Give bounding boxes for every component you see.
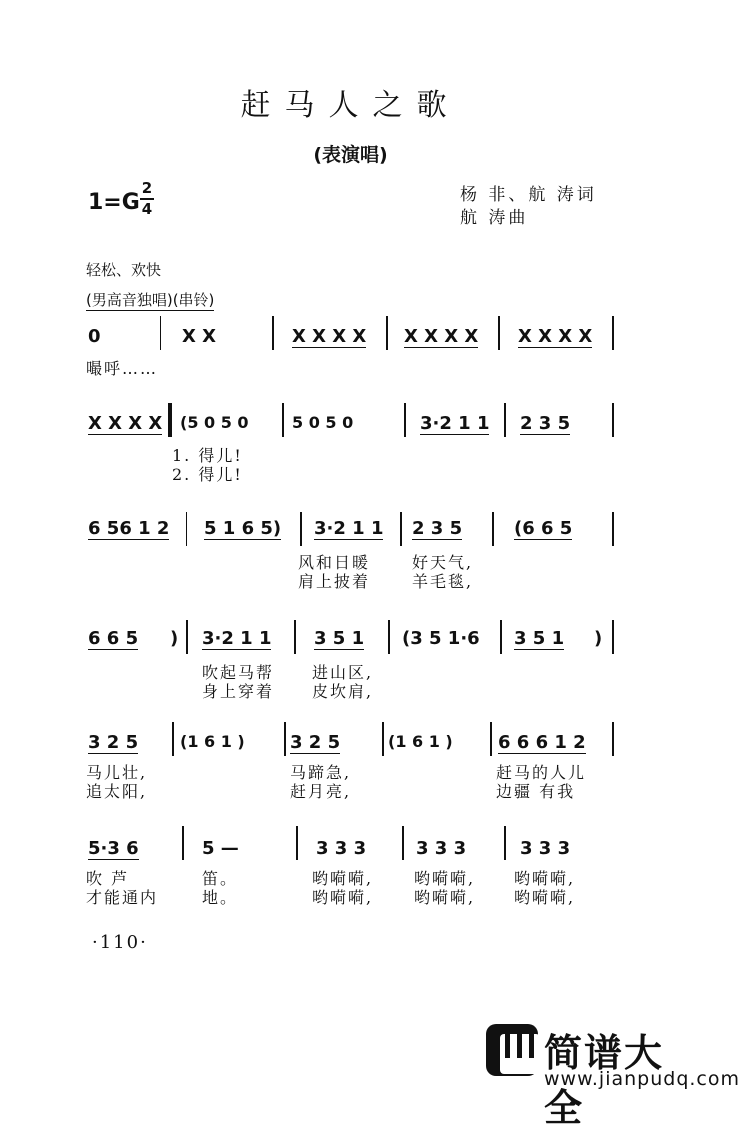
measure: 3·2 1 1 bbox=[420, 413, 490, 434]
bar-line bbox=[186, 620, 188, 654]
lyric: 进山区, bbox=[312, 663, 374, 682]
bar-line bbox=[612, 403, 614, 437]
lyric: 1. 得儿! bbox=[172, 446, 243, 465]
bar-line bbox=[500, 620, 502, 654]
lyric: 才能通内 bbox=[86, 888, 159, 907]
bar-line bbox=[388, 620, 390, 654]
bar-line bbox=[490, 722, 492, 756]
time-signature-top: 2 bbox=[141, 179, 153, 197]
tempo-marking: 轻松、欢快 bbox=[86, 261, 162, 279]
lyric: 马蹄急, bbox=[290, 763, 352, 782]
lyric: 好天气, bbox=[412, 553, 474, 572]
score-row-5 bbox=[86, 722, 616, 802]
lyric: 风和日暖 bbox=[298, 553, 371, 572]
measure: (6 6 5 bbox=[514, 518, 573, 539]
bar-line bbox=[612, 620, 614, 654]
measure: 3 5 1 bbox=[514, 628, 565, 649]
lyric: 哟嗬嗬, bbox=[514, 869, 576, 888]
repeat-bar bbox=[168, 403, 172, 437]
measure: (5 0 5 0 bbox=[180, 413, 249, 432]
key-signature: 1=G bbox=[88, 190, 140, 215]
measure: ) bbox=[594, 628, 603, 649]
watermark-url: www.jianpudq.com bbox=[544, 1068, 740, 1090]
measure: X X X X bbox=[404, 326, 479, 347]
measure: 3 2 5 bbox=[290, 732, 341, 753]
page-number: ·110· bbox=[92, 932, 148, 953]
lyric: 吹起马帮 bbox=[202, 663, 275, 682]
lyric: 身上穿着 bbox=[202, 682, 275, 701]
bar-line bbox=[294, 620, 296, 654]
lyric: 哟嗬嗬, bbox=[414, 888, 476, 907]
measure: 5 1 6 5) bbox=[204, 518, 282, 539]
lyric: 赶月亮, bbox=[290, 782, 352, 801]
measure: 2 3 5 bbox=[520, 413, 571, 434]
lyric: 追太阳, bbox=[86, 782, 148, 801]
measure: 3 2 5 bbox=[88, 732, 139, 753]
score-row-6 bbox=[86, 826, 616, 906]
bar-line bbox=[612, 512, 614, 546]
bar-line bbox=[504, 403, 506, 437]
lyric: 赶马的人儿 bbox=[496, 763, 587, 782]
score-row-3 bbox=[86, 512, 616, 592]
performance-note: (男高音独唱)(串铃) bbox=[86, 291, 215, 309]
bar-line bbox=[282, 403, 284, 437]
measure: 3·2 1 1 bbox=[314, 518, 384, 539]
composer-credit: 航 涛曲 bbox=[460, 208, 529, 228]
bar-line bbox=[296, 826, 298, 860]
measure: X X X X bbox=[292, 326, 367, 347]
measure: 6 56 1 2 bbox=[88, 518, 170, 539]
measure: (1 6 1 ) bbox=[180, 732, 245, 751]
bar-line bbox=[400, 512, 402, 546]
score-row-2 bbox=[86, 403, 616, 483]
watermark-logo bbox=[478, 1020, 740, 1130]
measure: 0 bbox=[88, 326, 101, 347]
measure: 6 6 6 1 2 bbox=[498, 732, 586, 753]
bar-line bbox=[284, 722, 286, 756]
measure: 5 — bbox=[202, 838, 239, 859]
song-title: 赶马人之歌 bbox=[240, 88, 461, 123]
bar-line bbox=[160, 316, 161, 350]
bar-line bbox=[172, 722, 174, 756]
lyric: 哟嗬嗬, bbox=[312, 869, 374, 888]
lyric: 肩上披着 bbox=[298, 572, 371, 591]
lyric: 边疆 有我 bbox=[496, 782, 576, 801]
lyric: 吹 芦 bbox=[86, 869, 130, 888]
measure: (3 5 1·6 bbox=[402, 628, 480, 649]
lyric: 笛。 bbox=[202, 869, 239, 888]
song-subtitle: (表演唱) bbox=[313, 144, 388, 166]
bar-line bbox=[612, 722, 614, 756]
bar-line bbox=[272, 316, 274, 350]
piano-keys-icon bbox=[486, 1024, 538, 1076]
lyricist-credit: 杨 非、航 涛词 bbox=[460, 185, 597, 205]
bar-line bbox=[382, 722, 384, 756]
bar-line bbox=[300, 512, 302, 546]
bar-line bbox=[492, 512, 494, 546]
lyric: 羊毛毯, bbox=[412, 572, 474, 591]
measure: 3·2 1 1 bbox=[202, 628, 272, 649]
lyric: 2. 得儿! bbox=[172, 465, 243, 484]
lyric: 哟嗬嗬, bbox=[414, 869, 476, 888]
lyric: 马儿壮, bbox=[86, 763, 148, 782]
measure: 3 5 1 bbox=[314, 628, 365, 649]
measure: X X X X bbox=[518, 326, 593, 347]
measure: ) bbox=[170, 628, 179, 649]
time-signature bbox=[140, 180, 154, 218]
bar-line bbox=[504, 826, 506, 860]
measure: 5 0 5 0 bbox=[292, 413, 354, 432]
measure: 3 3 3 bbox=[416, 838, 467, 859]
measure: 3 3 3 bbox=[316, 838, 367, 859]
measure: 2 3 5 bbox=[412, 518, 463, 539]
measure: 6 6 5 bbox=[88, 628, 139, 649]
bar-line bbox=[186, 512, 187, 546]
bar-line bbox=[386, 316, 388, 350]
bar-line bbox=[182, 826, 184, 860]
measure: X X X X bbox=[88, 413, 163, 434]
lyric: 哟嗬嗬, bbox=[312, 888, 374, 907]
lyric: 嘬呼…… bbox=[86, 359, 159, 378]
measure: X X bbox=[182, 326, 217, 347]
measure: 5·3 6 bbox=[88, 838, 139, 859]
score-row-1 bbox=[86, 316, 616, 396]
bar-line bbox=[612, 316, 614, 350]
lyric: 皮坎肩, bbox=[312, 682, 374, 701]
measure: (1 6 1 ) bbox=[388, 732, 453, 751]
bar-line bbox=[404, 403, 406, 437]
score-row-4 bbox=[86, 620, 616, 700]
bar-line bbox=[498, 316, 500, 350]
time-signature-bottom: 4 bbox=[141, 200, 153, 218]
lyric: 哟嗬嗬, bbox=[514, 888, 576, 907]
bar-line bbox=[402, 826, 404, 860]
watermark-brand: 简谱大全 bbox=[544, 1031, 665, 1130]
lyric: 地。 bbox=[202, 888, 239, 907]
measure: 3 3 3 bbox=[520, 838, 571, 859]
